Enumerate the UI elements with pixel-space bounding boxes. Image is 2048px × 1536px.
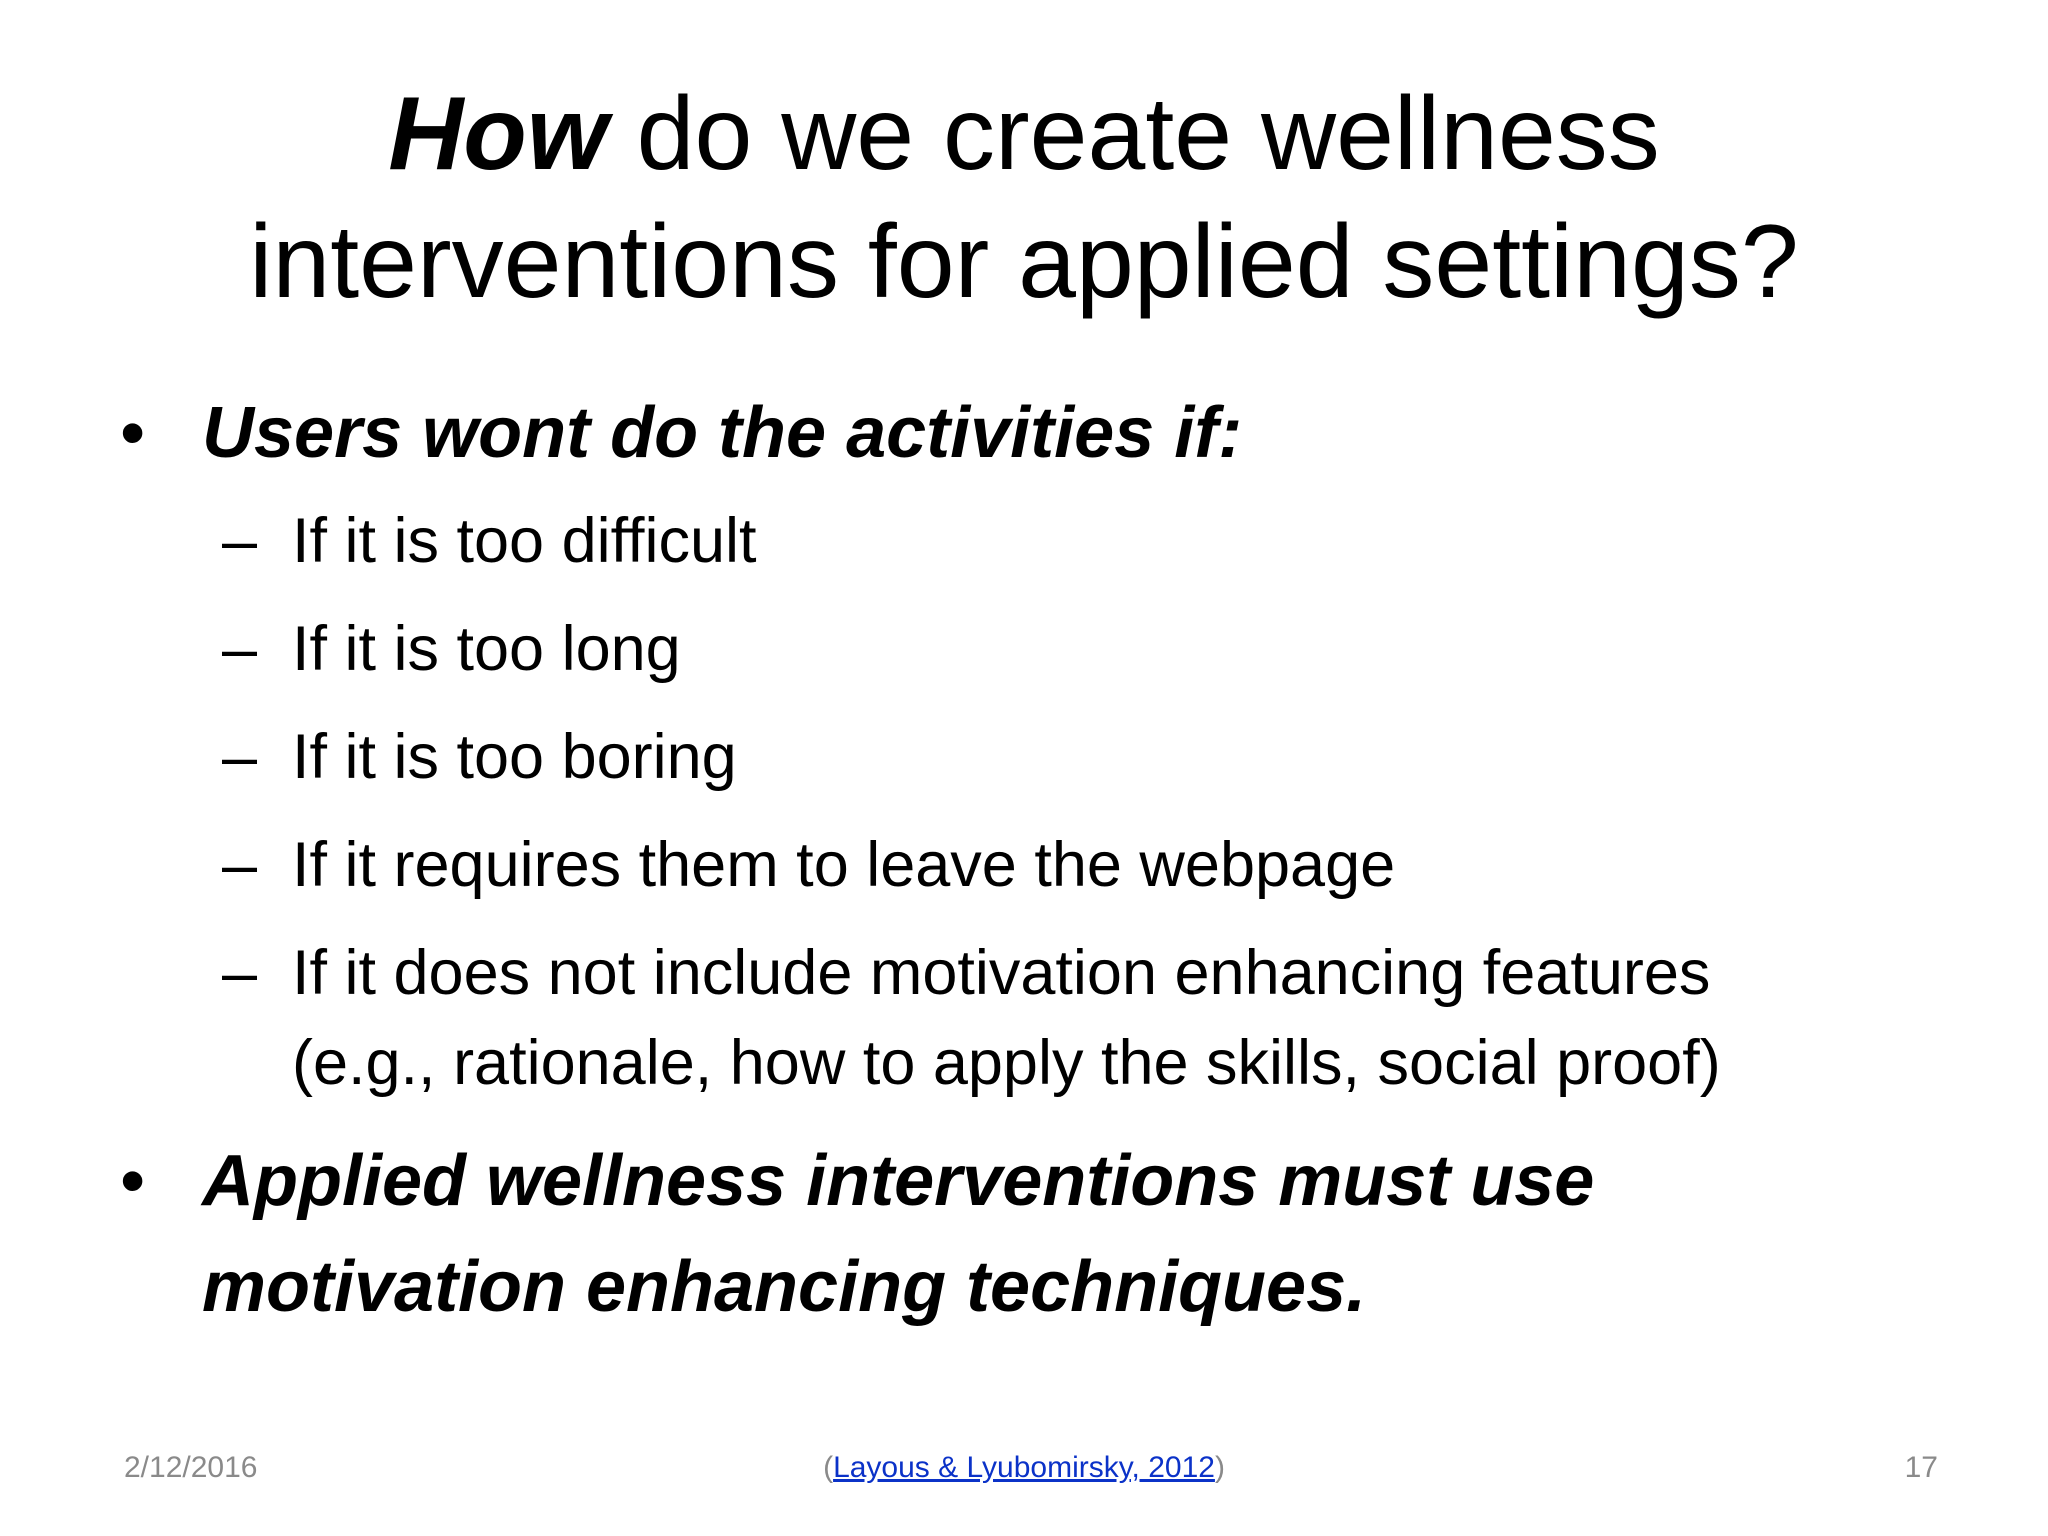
bullet-text-line: Users wont do the activities if:	[202, 393, 1243, 473]
title-line-1	[100, 70, 1948, 198]
dash-marker: –	[222, 938, 258, 1008]
title-emphasis: How	[388, 76, 608, 192]
sub-item-text-line: If it is too long	[292, 614, 681, 684]
sub-item-text-line: If it requires them to leave the webpage	[292, 830, 1396, 900]
citation-link[interactable]: Layous & Lyubomirsky, 2012	[833, 1451, 1215, 1484]
dash-marker: –	[222, 614, 258, 684]
title-line-2: interventions for applied settings?	[249, 204, 1799, 320]
slide-number: 17	[1904, 1451, 1938, 1484]
sub-item-text	[292, 820, 1395, 910]
sub-item-text	[292, 496, 757, 586]
bullet-text	[202, 380, 1242, 486]
sub-item-text-line: If it is too difficult	[292, 506, 757, 576]
bullet-text	[202, 1128, 1594, 1340]
bullet-text-line: Applied wellness interventions must use	[202, 1141, 1595, 1221]
sub-item-text	[292, 928, 1721, 1108]
citation-close-paren: )	[1214, 1451, 1225, 1484]
sub-item-text-line: If it does not include motivation enhancing features	[292, 938, 1711, 1008]
bullet-text-line: motivation enhancing techniques.	[202, 1247, 1367, 1327]
slide-title	[100, 70, 1948, 326]
title-line-1-text: do we create wellness	[607, 76, 1660, 192]
sub-item-text	[292, 604, 681, 694]
citation-open-paren: (	[823, 1451, 834, 1484]
bullet-marker: •	[120, 1141, 146, 1221]
sub-item-text-line: (e.g., rationale, how to apply the skills, social proof)	[292, 1028, 1721, 1098]
sub-item-text-line: If it is too boring	[292, 722, 737, 792]
sub-item-text	[292, 712, 737, 802]
dash-marker: –	[222, 506, 258, 576]
footer-citation	[0, 1448, 2048, 1488]
dash-marker: –	[222, 830, 258, 900]
footer-date: 2/12/2016	[124, 1451, 258, 1484]
dash-marker: –	[222, 722, 258, 792]
bullet-marker: •	[120, 393, 146, 473]
